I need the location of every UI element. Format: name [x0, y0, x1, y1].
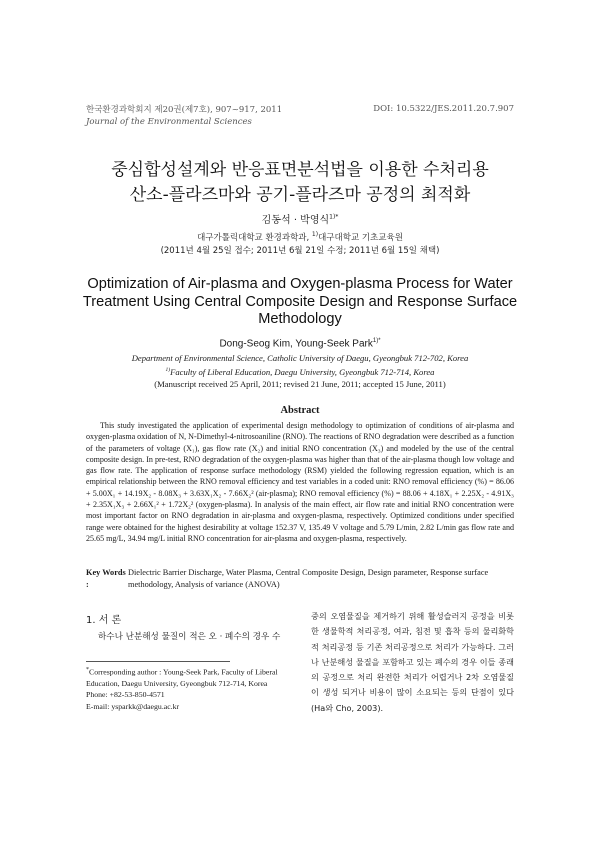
english-authors	[0, 338, 600, 349]
korean-author-mark: 1)*	[329, 213, 339, 221]
english-affiliation-1: Department of Environmental Science, Catholic University of Daegu, Gyeongbuk 712-702, Korea	[131, 353, 469, 363]
abstract-heading: Abstract	[280, 405, 320, 416]
abstract-text: This study investigated the application of experimental design methodology to optimization of conditions of air-plasma and oxygen-plasma oxidation of N, N-Dimethyl-4-nitrosoaniline (RNO). The reactions of RNO degradation were described as a function of the parameters of voltage (X₁), gas flow rate (X₂) and initial RNO concentration (X₃) and modeled by the use of the central composite design. In pre-test, RNO degradation of the oxygen-plasma was higher than that of the air-plasma though low voltage and gas flow rate. The application of response surface methodology (RSM) yielded the following regression equation, which is an empirical relationship between the RNO removal efficiency and test variables in a coded unit: RNO removal efficiency (%) = 86.06 + 5.00X₁ + 14.19X₂ - 8.08X₃ + 3.63X₁X₂ - 7.66X₂² (air-plasma); RNO removal efficiency (%) = 88.06 + 4.18X₁ + 2.25X₂ - 4.91X₃ + 2.35X₁X₃ + 2.66X₁² + 1.72X₂² (oxygen-plasma). In analysis of the main effect, air flow rate and initial RNO concentration were most important factor on RNO degradation in air-plasma and oxygen-plasma, respectively. Optimized conditions under specified range were obtained for the highest desirability at voltage 152.37 V, 135.49 V voltage and 5.79 L/min, 2.82 L/min gas flow rate and 25.65 mg/L, 34.94 mg/L initial RNO concentration for air-plasma and oxygen-plasma, respectively.	[86, 421, 514, 543]
korean-title-line-2: 산소-플라즈마와 공기-플라즈마 공정의 최적화	[129, 185, 471, 205]
korean-title	[0, 158, 600, 208]
korean-author-names: 김동석 · 박영식	[261, 215, 330, 226]
korean-affiliation-1: 대구가톨릭대학교 환경과학과,	[197, 232, 312, 243]
english-affiliation-mark: 1)	[165, 367, 171, 374]
body-column-1-text: 하수나 난분해성 물질이 적은 오 · 폐수의 경우 수	[98, 632, 281, 642]
english-affiliation	[60, 352, 540, 391]
footnote-divider	[86, 661, 230, 662]
korean-authors	[0, 211, 600, 226]
keywords-label: Key Words :	[86, 568, 126, 589]
korean-affiliation-2: 대구대학교 기초교육원	[318, 232, 403, 243]
korean-title-line-1: 중심합성설계와 반응표면분석법을 이용한 수처리용	[111, 160, 489, 180]
journal-name-korean: 한국환경과학회지 제20권(제7호), 907~917, 2011	[86, 105, 283, 115]
footnote-phone: Phone: +82-53-850-4571	[86, 690, 165, 700]
footnote-mark: *	[86, 667, 89, 673]
english-title: Optimization of Air-plasma and Oxygen-plasma Process for Water Treatment Using Central Composite Design and Response Surface Methodology	[82, 276, 518, 327]
journal-citation	[86, 104, 282, 128]
english-affiliation-2: Faculty of Liberal Education, Daegu University, Gyeongbuk 712-714, Korea	[170, 367, 435, 378]
corresponding-author-footnote	[86, 665, 296, 712]
journal-name-english: Journal of the Environmental Sciences	[86, 117, 252, 127]
footnote-email: E-mail: ysparkk@daegu.ac.kr	[86, 701, 180, 711]
section-heading-introduction: 1. 서 론	[86, 615, 122, 626]
english-author-names: Dong-Seog Kim, Young-Seek Park	[219, 338, 373, 350]
korean-affiliation	[0, 228, 600, 258]
body-column-2-text: 중의 오염물질을 제거하기 위해 활성슬러지 공정을 비롯한 생물학적 처리공정, 여과, 침전 및 흡착 등의 물리화학적 처리공정 등 기존 처리공정으로 처리가 가능하다. 그러나 난분해성 물질을 포함하고 있는 폐수의 경우 이들 종래의 공정으로 처리 완전한 처리가 어렵거나 2차 오염물질이 생성 되거나 비용이 많이 소요되는 등의 단점이 있다(Ha와 Cho, 2003).	[311, 611, 514, 713]
footnote-author: Corresponding author : Young-Seek Park, Faculty of Liberal Education, Daegu University, Gyeongbuk 712-714, Korea	[86, 667, 278, 688]
keywords	[86, 567, 514, 590]
korean-dates: (2011년 4월 25일 접수; 2011년 6월 21일 수정; 2011년 6월 15일 채택)	[160, 245, 440, 256]
english-author-mark: 1)*	[372, 338, 381, 344]
korean-affiliation-mark: 1)	[311, 231, 319, 238]
keywords-value: Dielectric Barrier Discharge, Water Plasma, Central Composite Design, Design parameter, Response surface methodology, Analysis of variance (ANOVA)	[128, 568, 489, 589]
doi: DOI: 10.5322/JES.2011.20.7.907	[373, 104, 514, 114]
manuscript-dates: (Manuscript received 25 April, 2011; revised 21 June, 2011; accepted 15 June, 2011)	[154, 379, 446, 390]
